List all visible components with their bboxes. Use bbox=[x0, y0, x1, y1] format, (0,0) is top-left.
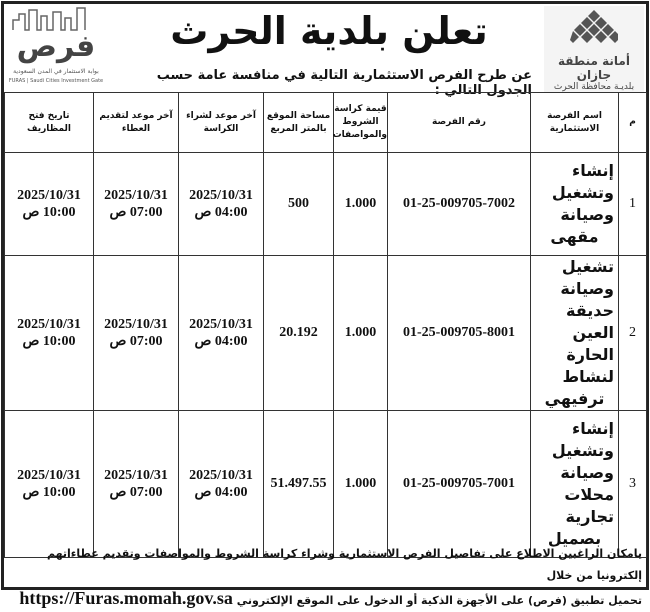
logo-word: فرص bbox=[16, 29, 96, 64]
date: 2025/10/31 bbox=[189, 467, 253, 483]
time: 04:00 ص bbox=[194, 484, 248, 500]
logo-subtitle: بلديـة محافظة الحرث bbox=[553, 82, 635, 92]
col-header: آخر موعد لتقديم العطاء bbox=[94, 93, 179, 153]
time: 04:00 ص bbox=[194, 333, 248, 349]
col-header: اسم الفرصة الاستثمارية bbox=[531, 93, 619, 153]
submission-deadline bbox=[94, 411, 179, 558]
date: 2025/10/31 bbox=[104, 187, 168, 203]
date: 2025/10/31 bbox=[189, 316, 253, 332]
booklet-price: 1.000 bbox=[334, 153, 388, 256]
time: 07:00 ص bbox=[109, 204, 163, 220]
opportunities-table bbox=[4, 92, 647, 558]
purchase-deadline bbox=[179, 411, 264, 558]
page-subtitle: عن طرح الفرص الاستثمارية التالية في منافسة عامة حسب الجدول التالي : bbox=[156, 68, 532, 98]
submission-deadline bbox=[94, 153, 179, 256]
booklet-price: 1.000 bbox=[334, 411, 388, 558]
furas-logo bbox=[6, 4, 106, 92]
time: 04:00 ص bbox=[194, 204, 248, 220]
opening-date bbox=[5, 256, 94, 411]
ad-header bbox=[4, 4, 646, 98]
row-index: 3 bbox=[619, 411, 647, 558]
footer-note bbox=[8, 543, 642, 612]
site-area: 20.192 bbox=[264, 256, 334, 411]
footer-text: تحميل تطبيق (فرص) على الأجهزة الذكية أو الدخول على الموقع الإلكتروني bbox=[236, 594, 642, 607]
time: 07:00 ص bbox=[109, 484, 163, 500]
purchase-deadline bbox=[179, 256, 264, 411]
col-header: مساحة الموقع بالمتر المربع bbox=[264, 93, 334, 153]
opportunity-number: 01-25-009705-8001 bbox=[388, 256, 531, 411]
footer-line: يامكان الراغبين الاطلاع على تفاصيل الفرص الاستثمارية وشراء كراسة الشروط والمواصفات وتقديم عطاءاتهم إلكترونيا من خلال bbox=[46, 547, 642, 582]
opportunity-number: 01-25-009705-7002 bbox=[388, 153, 531, 256]
jazan-logo bbox=[544, 6, 644, 92]
date: 2025/10/31 bbox=[104, 467, 168, 483]
logo-title: أمانة منطقة جازان bbox=[558, 54, 630, 82]
submission-deadline bbox=[94, 256, 179, 411]
website-link[interactable]: https://Furas.momah.gov.sa bbox=[19, 588, 233, 608]
col-header: قيمة كراسة الشروط والمواصفات bbox=[334, 93, 388, 153]
table-row bbox=[5, 153, 647, 256]
opening-date bbox=[5, 153, 94, 256]
time: 10:00 ص bbox=[22, 204, 76, 220]
row-index: 1 bbox=[619, 153, 647, 256]
page-title: تعلن بلدية الحرث bbox=[170, 9, 488, 53]
col-header: رقم الفرصة bbox=[388, 93, 531, 153]
date: 2025/10/31 bbox=[17, 467, 81, 483]
opportunity-name: إنشاء وتشغيل وصيانة محلات تجارية بصميل bbox=[531, 411, 619, 558]
time: 10:00 ص bbox=[22, 484, 76, 500]
table-header-row bbox=[5, 93, 647, 153]
opportunity-name: إنشاء وتشغيل وصيانة مقهى bbox=[531, 153, 619, 256]
opportunity-number: 01-25-009705-7001 bbox=[388, 411, 531, 558]
logo-tagline-ar: بوابة الاستثمار في المدن السعودية bbox=[13, 68, 99, 75]
date: 2025/10/31 bbox=[104, 316, 168, 332]
table-row bbox=[5, 256, 647, 411]
col-header: تاريخ فتح المظاريف bbox=[5, 93, 94, 153]
col-header: آخر موعد لشراء الكراسة bbox=[179, 93, 264, 153]
table-row bbox=[5, 411, 647, 558]
diamond-logo-icon bbox=[569, 10, 619, 50]
time: 10:00 ص bbox=[22, 333, 76, 349]
skyline-icon bbox=[11, 6, 101, 32]
col-header: م bbox=[619, 93, 647, 153]
site-area: 500 bbox=[264, 153, 334, 256]
logo-tagline-en: FURAS | Saudi Cities Investment Gate bbox=[8, 78, 104, 84]
date: 2025/10/31 bbox=[17, 316, 81, 332]
purchase-deadline bbox=[179, 153, 264, 256]
opening-date bbox=[5, 411, 94, 558]
time: 07:00 ص bbox=[109, 333, 163, 349]
opportunity-name: تشغيل وصيانة حديقة العين الحارة لنشاط ترفيهي bbox=[531, 256, 619, 411]
booklet-price: 1.000 bbox=[334, 256, 388, 411]
date: 2025/10/31 bbox=[17, 187, 81, 203]
site-area: 51.497.55 bbox=[264, 411, 334, 558]
date: 2025/10/31 bbox=[189, 187, 253, 203]
row-index: 2 bbox=[619, 256, 647, 411]
